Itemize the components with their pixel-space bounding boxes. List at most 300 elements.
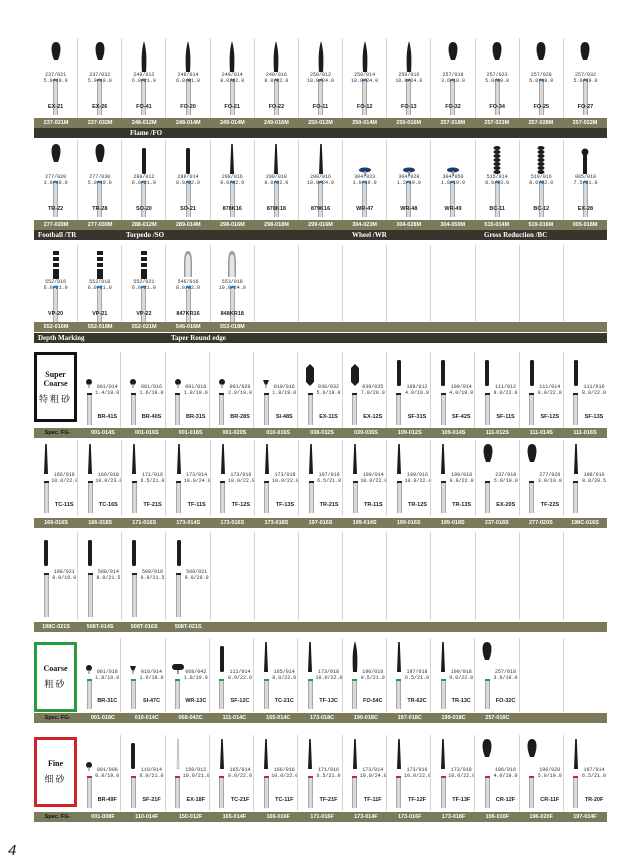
bur-cell: [254, 38, 298, 118]
category-label: Flame /FO: [130, 129, 163, 137]
grit-label-box: [34, 352, 77, 422]
category-label: Depth Marking: [38, 334, 85, 342]
item-code: 111-012S: [485, 430, 509, 436]
item-code: 111-014S: [529, 430, 553, 436]
item-code: 173-018C: [309, 715, 335, 721]
bur-model: TR-20F: [584, 797, 604, 803]
grit-name-en: Coarse: [43, 664, 68, 673]
bur-cell: [342, 440, 386, 516]
bur-model: TC-21C: [274, 698, 294, 704]
bur-cell: [165, 735, 209, 811]
bur-model: TF-11F: [363, 797, 382, 803]
category-label: Wheel /WR: [352, 231, 387, 239]
bur-cell: [563, 38, 607, 118]
bur-cell: [430, 735, 474, 811]
bur-model: WR-13C: [185, 698, 207, 704]
item-code: 237-032M: [87, 120, 113, 126]
item-code: 552-016M: [43, 324, 69, 330]
bur-model: BR-40S: [141, 414, 162, 420]
bur-spec: 304/023 1.0/19.0: [352, 174, 377, 187]
bur-model: TR-11S: [363, 502, 383, 508]
bur-model: FO-54C: [362, 698, 383, 704]
item-code: 515-014M: [484, 222, 510, 228]
bur-model: SF-21F: [142, 797, 161, 803]
bur-model: EX-12S: [363, 414, 383, 420]
bur-spec: 508/021 9.0/20.0: [184, 568, 209, 581]
bur-cell: [121, 140, 165, 220]
bur-spec: 173/016 10.0/22.0: [404, 766, 432, 779]
bur-cell: [165, 140, 209, 220]
bur-cell: [386, 140, 430, 220]
item-code: [563, 713, 607, 723]
bur-cell: [34, 140, 77, 220]
bur-model: TC-11F: [275, 797, 294, 803]
item-code: 237-021M: [43, 120, 69, 126]
bur-model: TF-13C: [319, 698, 338, 704]
bur-model: TF-11S: [187, 502, 206, 508]
category-label: Gross Reduction /BC: [484, 231, 548, 239]
item-code: [563, 322, 607, 332]
item-code: 001-020S: [222, 430, 247, 436]
bur-model: BR-41S: [97, 414, 118, 420]
item-code: 299-016M: [308, 222, 333, 228]
bur-model: FO-34: [489, 104, 505, 110]
item-code: 110-014F: [135, 814, 159, 820]
item-code: 289-014M: [175, 222, 201, 228]
bur-cell: [165, 245, 209, 325]
item-code-bar: [34, 812, 607, 822]
bur-cell: [563, 352, 607, 428]
bur-cell: [519, 638, 563, 712]
item-code: 001-018S: [178, 430, 203, 436]
bur-cell: [77, 38, 121, 118]
bur-cell: [474, 638, 518, 712]
bur-spec: 249/016 8.0/22.0: [264, 72, 289, 85]
item-code-bar: [34, 220, 607, 230]
item-code: 171-016S: [132, 520, 157, 526]
bur-cell: [34, 245, 77, 325]
bur-cell: [563, 245, 607, 325]
bur-cell: [474, 735, 518, 811]
item-code: 166-018S: [88, 520, 113, 526]
bur-row: [34, 140, 607, 220]
bur-row: [77, 735, 607, 811]
bur-cell: [77, 440, 121, 516]
bur-model: FO-25: [533, 104, 550, 110]
bur-spec: 257/023 5.0/19.0: [485, 72, 510, 85]
bur-model: TR-13S: [452, 502, 472, 508]
bur-spec: 250/012 10.0/24.0: [307, 72, 335, 85]
bur-row: [34, 532, 607, 620]
item-code: 248-012M: [131, 120, 157, 126]
bur-spec: 166/016 10.0/22.0: [271, 766, 299, 779]
bur-cell: [209, 735, 253, 811]
bur-cell: [77, 532, 121, 620]
bur-cell: [342, 38, 386, 118]
bur-model: TR-21S: [319, 502, 339, 508]
bur-cell: [165, 352, 209, 428]
item-code: [387, 322, 431, 332]
bur-spec: 199/014 10.0/22.0: [360, 471, 388, 484]
item-code: 173-016S: [220, 520, 245, 526]
bur-cell: [519, 245, 563, 325]
bur-cell: [386, 38, 430, 118]
item-code: [431, 622, 475, 632]
bur-spec: 166/016 10.0/22.0: [51, 471, 79, 484]
bur-cell: [342, 140, 386, 220]
item-code: 298-016M: [219, 222, 245, 228]
bur-cell: [342, 638, 386, 712]
bur-model: EX-20S: [496, 502, 516, 508]
bur-spec: 173/014 10.0/24.0: [359, 766, 387, 779]
bur-cell: [165, 638, 209, 712]
item-code: 165-014C: [266, 715, 291, 721]
bur-cell: [210, 140, 254, 220]
item-code: 277-020M: [43, 222, 69, 228]
item-code: 196-016F: [485, 814, 510, 820]
bur-cell: [430, 440, 474, 516]
bur-model: FO-32: [445, 104, 461, 110]
bur-spec: 173/018 10.0/22.0: [272, 471, 300, 484]
item-code: 150-012F: [178, 814, 203, 820]
bur-row: [34, 245, 607, 325]
bur-model: TC-16S: [98, 502, 118, 508]
bur-spec: 299/016 10.0/24.0: [307, 174, 335, 187]
bur-cell: [519, 352, 563, 428]
item-code-bar: [34, 428, 607, 438]
item-code: [475, 322, 519, 332]
bur-row: [34, 440, 607, 516]
bur-cell: [342, 735, 386, 811]
bur-model: TF-21F: [319, 797, 338, 803]
bur-cell: [297, 352, 341, 428]
bur-model: BR-28S: [230, 414, 250, 420]
item-code: [298, 622, 342, 632]
bur-spec: 257/018 3.6/19.0: [440, 72, 465, 85]
bur-cell: [77, 352, 120, 428]
bur-spec: 001/020 2.0/19.0: [228, 383, 253, 396]
item-code: 173-014S: [176, 520, 201, 526]
bur-model: FO-20: [180, 104, 196, 110]
bur-cell: [519, 440, 563, 516]
bur-spec: 001/008 0.8/19.0: [95, 766, 120, 779]
item-code: 304-023M: [352, 222, 377, 228]
bur-spec: 001/014 1.4/19.0: [95, 383, 120, 396]
bur-model: FO-11: [312, 104, 329, 110]
bur-spec: 109/012 4.0/19.0: [405, 383, 430, 396]
item-code: 199-018S: [440, 520, 465, 526]
category-label: Taper Round edge: [171, 334, 226, 342]
bur-model: FO-22: [268, 104, 285, 110]
bur-spec: 111/014 8.0/22.0: [228, 669, 253, 682]
bur-model: SI-47C: [142, 698, 161, 704]
bur-spec: 199/016 10.0/22.0: [404, 471, 432, 484]
bur-model: VP-22: [136, 311, 152, 317]
bur-cell: [298, 38, 342, 118]
bur-model: BR-49F: [97, 797, 117, 803]
bur-model: TC-11S: [54, 502, 74, 508]
category-label: Football /TR: [38, 231, 77, 239]
bur-cell: [210, 440, 254, 516]
bur-cell: [121, 245, 165, 325]
bur-spec: 197/016 6.5/21.0: [317, 471, 342, 484]
bur-model: FO-13: [401, 104, 417, 110]
spec-prefix: Spec. FG-: [44, 430, 71, 436]
bur-model: SF-12S: [540, 414, 560, 420]
item-code: 552-021M: [131, 324, 157, 330]
bur-spec: 515/014 8.0/23.0: [485, 174, 510, 187]
item-code: 250-014M: [352, 120, 377, 126]
grit-label-box: [34, 737, 77, 807]
bur-model: VP-20: [47, 311, 64, 317]
bur-cell: [121, 532, 165, 620]
bur-spec: 553/018 10.0/24.0: [218, 279, 246, 292]
bur-cell: [386, 532, 430, 620]
bur-cell: [519, 38, 563, 118]
bur-model: EX-21: [47, 104, 64, 110]
item-code: 257-018C: [485, 715, 510, 721]
item-code: 109-014S: [441, 430, 466, 436]
item-code: 257-028M: [528, 120, 554, 126]
item-code: [210, 622, 254, 632]
item-code: [563, 622, 607, 632]
bur-cell: [563, 140, 607, 220]
bur-spec: 111/012 8.0/22.0: [493, 383, 518, 396]
bur-cell: [253, 638, 297, 712]
bur-spec: 257/032 5.0/19.0: [573, 72, 598, 85]
bur-cell: [342, 352, 386, 428]
item-code: 166-016S: [44, 520, 68, 526]
item-code: 250-016M: [396, 120, 422, 126]
item-code: [343, 322, 387, 332]
bur-cell: [386, 352, 430, 428]
bur-spec: 508/014 8.0/21.5: [96, 568, 121, 581]
item-code: 257-032M: [572, 120, 598, 126]
bur-model: VP-21: [92, 311, 108, 317]
bur-model: FO-27: [577, 104, 594, 110]
bur-spec: 173/018 10.0/22.0: [448, 766, 476, 779]
item-code: [254, 622, 298, 632]
item-code: 109-012S: [397, 430, 422, 436]
bur-cell: [430, 245, 474, 325]
item-code: 173-016F: [397, 814, 422, 820]
bur-model: CR-12F: [495, 797, 516, 803]
bur-cell: [254, 532, 298, 620]
bur-cell: [298, 245, 342, 325]
bur-model: 878K16: [222, 206, 242, 212]
item-code: 001-014S: [90, 430, 115, 436]
bur-model: FO-21: [224, 104, 240, 110]
item-code: [475, 622, 519, 632]
bur-model: SF-42S: [451, 414, 471, 420]
bur-model: BR-31C: [97, 698, 118, 704]
bur-spec: 166/018 10.0/23.0: [95, 471, 123, 484]
bur-cell: [475, 140, 519, 220]
bur-cell: [121, 38, 165, 118]
bur-cell: [253, 735, 297, 811]
bur-spec: 197/014 6.5/21.0: [582, 766, 607, 779]
item-code: 237-018S: [484, 520, 509, 526]
bur-cell: [121, 440, 165, 516]
grit-name-cn: 细砂: [44, 775, 67, 785]
bur-model: TF-13F: [452, 797, 471, 803]
bur-cell: [165, 38, 209, 118]
bur-cell: [342, 532, 386, 620]
item-code: 190-018C: [353, 715, 378, 721]
item-code: 519-016M: [528, 222, 554, 228]
bur-model: 878K18: [266, 206, 286, 212]
bur-cell: [563, 440, 607, 516]
spec-prefix: Spec. FG-: [44, 715, 71, 721]
bur-cell: [563, 735, 607, 811]
item-code: 173-018F: [441, 814, 466, 820]
bur-cell: [430, 638, 474, 712]
bur-cell: [475, 440, 519, 516]
bur-model: TR-62C: [407, 698, 427, 704]
bur-model: TC-21F: [230, 797, 250, 803]
bur-cell: [475, 245, 519, 325]
item-code: 111-014C: [222, 715, 247, 721]
item-code: 288-012M: [131, 222, 157, 228]
bur-cell: [254, 440, 298, 516]
item-code: [387, 622, 431, 632]
item-code: 199-018C: [441, 715, 466, 721]
bur-model: SO-21: [180, 206, 196, 212]
item-code: 198C-021S: [42, 624, 70, 630]
item-code: 198C-016S: [571, 520, 599, 526]
bur-cell: [519, 735, 563, 811]
bur-spec: 198/021 8.0/19.0: [52, 568, 77, 581]
bur-cell: [430, 140, 474, 220]
bur-spec: 010/014 1.6/19.0: [139, 669, 164, 682]
bur-model: SF-31S: [407, 414, 427, 420]
bur-model: SF-11S: [496, 414, 515, 420]
item-code: 298-018M: [264, 222, 289, 228]
bur-spec: 111/016 8.0/22.0: [582, 383, 607, 396]
bur-model: TF-13S: [275, 502, 295, 508]
category-label: Torpedo /SO: [126, 231, 165, 239]
item-code-bar: [34, 713, 607, 723]
item-code: 197-018C: [397, 715, 422, 721]
grit-name-cn: 粗砂: [44, 680, 67, 690]
grit-label-box: [34, 642, 77, 712]
bur-cell: [430, 532, 474, 620]
grit-name-en: Super Coarse: [43, 369, 68, 388]
bur-cell: [386, 638, 430, 712]
bur-cell: [77, 735, 120, 811]
item-code: 508T-016S: [130, 624, 158, 630]
page-number: 4: [8, 842, 17, 859]
bur-model: TF-22S: [540, 502, 560, 508]
item-code: 165-014F: [222, 814, 247, 820]
bur-spec: 277/020 3.9/19.0: [43, 174, 68, 187]
bur-row: [34, 38, 607, 118]
bur-cell: [254, 140, 298, 220]
bur-cell: [474, 352, 518, 428]
bur-spec: 298/018 8.0/22.0: [264, 174, 289, 187]
bur-model: SF-12C: [230, 698, 250, 704]
bur-cell: [165, 532, 209, 620]
bur-cell: [209, 352, 253, 428]
bur-spec: 173/016 10.0/22.0: [227, 471, 255, 484]
item-code: 508T-021S: [174, 624, 202, 630]
bur-model: SI-48S: [275, 414, 293, 420]
item-code: 010-014C: [134, 715, 159, 721]
bur-spec: 257/028 5.0/19.0: [529, 72, 554, 85]
bur-spec: 001/018 1.8/19.0: [183, 383, 208, 396]
bur-cell: [120, 352, 164, 428]
bur-spec: 173/018 10.0/22.0: [315, 669, 343, 682]
item-code: 039-035S: [353, 430, 378, 436]
item-code: 257-018M: [440, 120, 466, 126]
category-bar: [34, 230, 607, 240]
bur-cell: [519, 532, 563, 620]
bur-cell: [120, 735, 164, 811]
item-code: 038-032S: [310, 430, 334, 436]
bur-spec: 005/018 7.5/21.0: [573, 174, 598, 187]
bur-model: FO-12: [356, 104, 373, 110]
bur-cell: [34, 532, 77, 620]
bur-spec: 001/016 1.6/19.0: [139, 383, 164, 396]
bur-spec: 250/016 10.0/24.0: [395, 72, 423, 85]
bur-model: EX-26: [92, 104, 108, 110]
bur-model: 879K16: [310, 206, 331, 212]
item-code: 277-020S: [528, 520, 553, 526]
bur-cell: [297, 735, 341, 811]
item-code: 249-014M: [219, 120, 245, 126]
item-code-bar: [34, 322, 607, 332]
item-code-bar: [34, 118, 607, 128]
item-code: 173-014F: [354, 814, 378, 820]
bur-cell: [77, 140, 121, 220]
item-code: 068-042C: [178, 715, 203, 721]
bur-cell: [298, 140, 342, 220]
bur-model: BR-31S: [185, 414, 206, 420]
item-code: 001-008F: [91, 814, 115, 820]
bur-spec: 109/014 4.0/19.0: [449, 383, 474, 396]
bur-spec: 237/021 5.0/19.0: [43, 72, 68, 85]
item-code: 248-014M: [175, 120, 201, 126]
bur-spec: 552/016 6.0/21.0: [43, 279, 68, 292]
bur-spec: 173/014 10.0/24.0: [183, 471, 211, 484]
bur-cell: [475, 532, 519, 620]
bur-model: BC-11: [489, 206, 505, 212]
bur-cell: [77, 638, 120, 712]
bur-cell: [386, 440, 430, 516]
bur-model: TR-22: [47, 206, 64, 212]
bur-cell: [386, 735, 430, 811]
bur-spec: 552/018 6.0/21.0: [87, 279, 112, 292]
category-bar: [34, 128, 607, 138]
bur-model: FO-41: [136, 104, 152, 110]
bur-spec: 038/032 5.0/19.0: [316, 383, 341, 396]
bur-spec: 289/014 8.0/22.0: [176, 174, 201, 187]
item-code: 250-012M: [308, 120, 333, 126]
bur-cell: [563, 532, 607, 620]
bur-spec: 237/032 5.0/19.0: [87, 72, 112, 85]
item-code: 304-050M: [440, 222, 466, 228]
bur-cell: [209, 638, 253, 712]
bur-spec: 199/018 9.0/22.0: [449, 471, 474, 484]
bur-spec: 171/016 6.5/21.0: [140, 471, 165, 484]
item-code: 171-016F: [310, 814, 334, 820]
bur-model: SO-20: [135, 206, 152, 212]
item-code: 010-016S: [266, 430, 291, 436]
bur-model: BC-12: [533, 206, 550, 212]
bur-cell: [165, 440, 209, 516]
bur-spec: 165/014 8.0/22.0: [272, 669, 297, 682]
bur-model: TR-13C: [451, 698, 471, 704]
